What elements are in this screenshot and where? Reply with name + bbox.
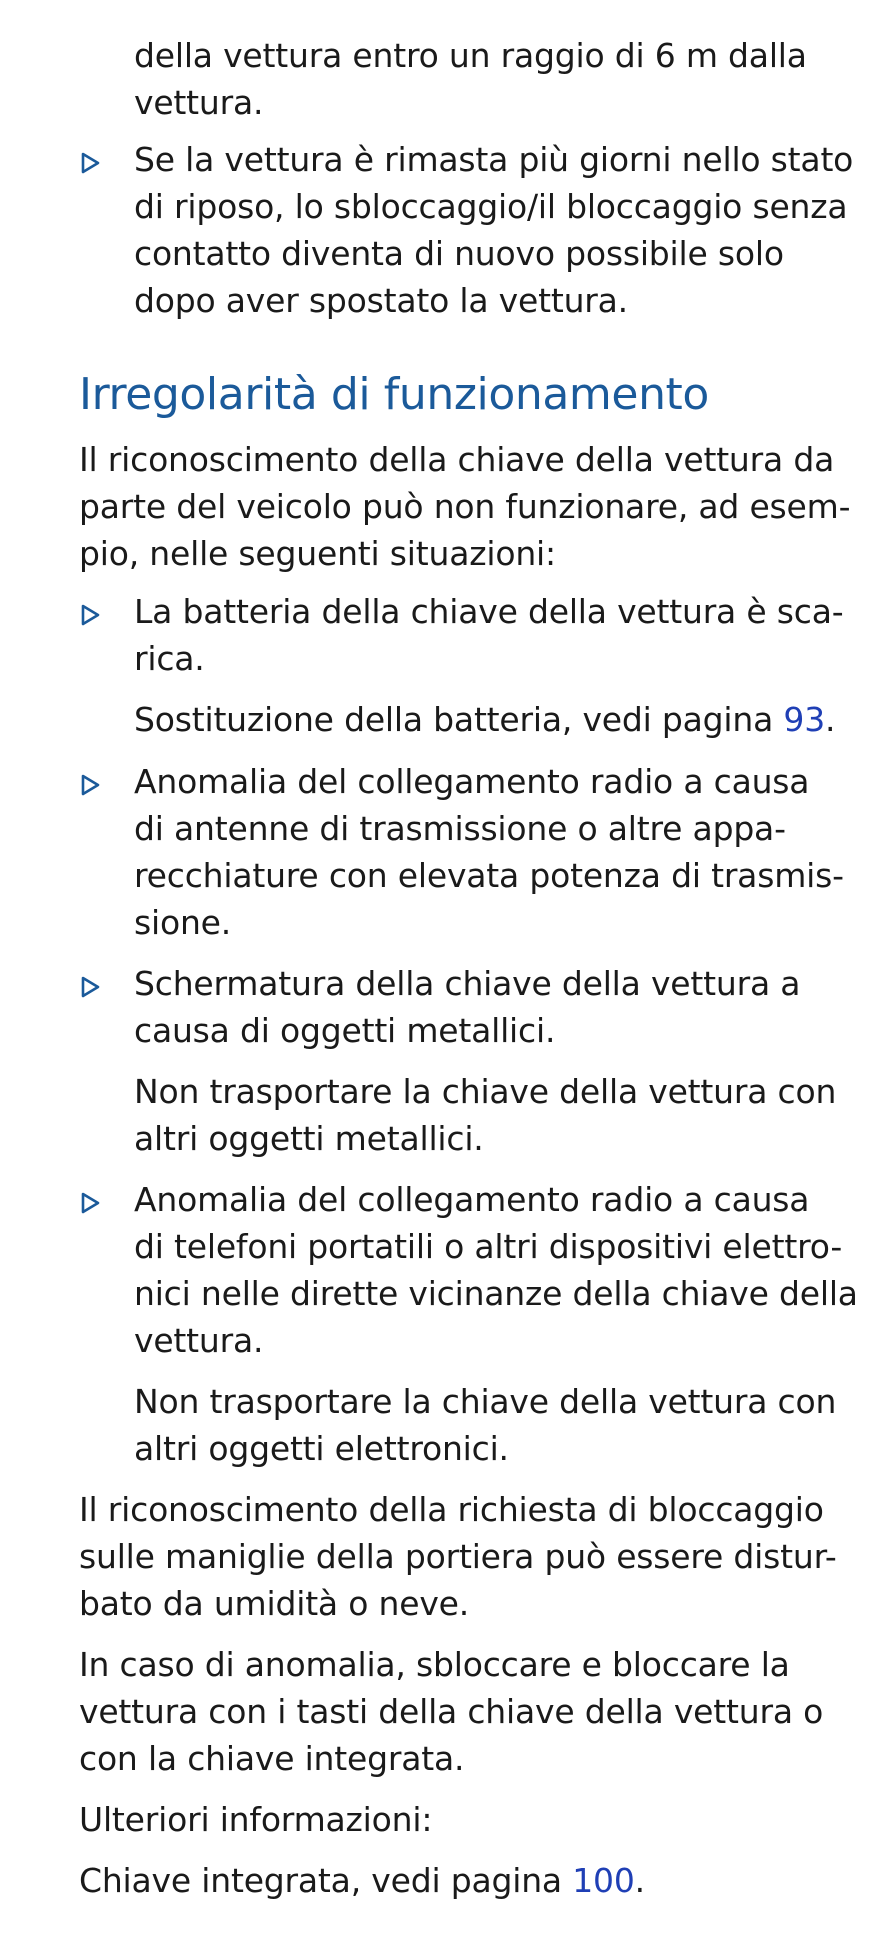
bullet-triangle-icon (80, 603, 102, 627)
battery-note-end: . (825, 700, 836, 739)
bullet-text-line: nici nelle dirette vicinanze della chiave della (134, 1274, 858, 1313)
paragraph-line: pio, nelle seguenti situazioni: (79, 534, 556, 573)
intro-continuation-line: vettura. (134, 83, 264, 122)
bullet-text-line: di riposo, lo sbloccaggio/il bloccaggio senza (134, 187, 848, 226)
note-line: Non trasportare la chiave della vettura con (134, 1382, 837, 1421)
page-93-link[interactable]: 93 (783, 700, 826, 739)
paragraph-line: vettura con i tasti della chiave della vettura o (79, 1692, 824, 1731)
bullet-triangle-icon (80, 975, 102, 999)
bullet-text-line: sione. (134, 903, 232, 942)
bullet-text-line: di telefoni portatili o altri dispositivi elettro- (134, 1227, 843, 1266)
note-line: altri oggetti metallici. (134, 1119, 484, 1158)
crossref-line (79, 1861, 645, 1901)
intro-continuation-line: della vettura entro un raggio di 6 m dalla (134, 36, 807, 75)
paragraph-line: sulle maniglie della portiera può essere distur- (79, 1537, 837, 1576)
bullet-triangle-icon (80, 773, 102, 797)
crossref-end: . (634, 1861, 645, 1900)
paragraph-line: In caso di anomalia, sbloccare e bloccare la (79, 1645, 790, 1684)
more-info-label: Ulteriori informazioni: (79, 1800, 433, 1839)
bullet-text-line: contatto diventa di nuovo possibile solo (134, 234, 784, 273)
battery-note-text: Sostituzione della batteria, vedi pagina (134, 700, 784, 739)
paragraph-line: bato da umidità o neve. (79, 1584, 470, 1623)
bullet-text-line: recchiature con elevata potenza di trasmis- (134, 856, 844, 895)
note-line: Non trasportare la chiave della vettura con (134, 1072, 837, 1111)
bullet-text-line: rica. (134, 639, 205, 678)
bullet-triangle-icon (80, 151, 102, 175)
bullet-text-line: dopo aver spostato la vettura. (134, 281, 628, 320)
paragraph-line: con la chiave integrata. (79, 1739, 465, 1778)
paragraph-line: parte del veicolo può non funzionare, ad esem- (79, 487, 851, 526)
bullet-text-line: di antenne di trasmissione o altre appa- (134, 809, 786, 848)
battery-note (134, 700, 835, 740)
section-heading: Irregolarità di funzionamento (79, 369, 709, 420)
bullet-text-line: Anomalia del collegamento radio a causa (134, 762, 810, 801)
bullet-text-line: causa di oggetti metallici. (134, 1011, 556, 1050)
crossref-text: Chiave integrata, vedi pagina (79, 1861, 573, 1900)
page-100-link[interactable]: 100 (572, 1861, 635, 1900)
bullet-text-line: vettura. (134, 1321, 264, 1360)
bullet-text-line: Schermatura della chiave della vettura a (134, 964, 801, 1003)
paragraph-line: Il riconoscimento della richiesta di bloccaggio (79, 1490, 824, 1529)
note-line: altri oggetti elettronici. (134, 1429, 509, 1468)
bullet-triangle-icon (80, 1191, 102, 1215)
bullet-text-line: Se la vettura è rimasta più giorni nello stato (134, 140, 854, 179)
paragraph-line: Il riconoscimento della chiave della vettura da (79, 440, 835, 479)
bullet-text-line: Anomalia del collegamento radio a causa (134, 1180, 810, 1219)
bullet-text-line: La batteria della chiave della vettura è sca- (134, 592, 844, 631)
